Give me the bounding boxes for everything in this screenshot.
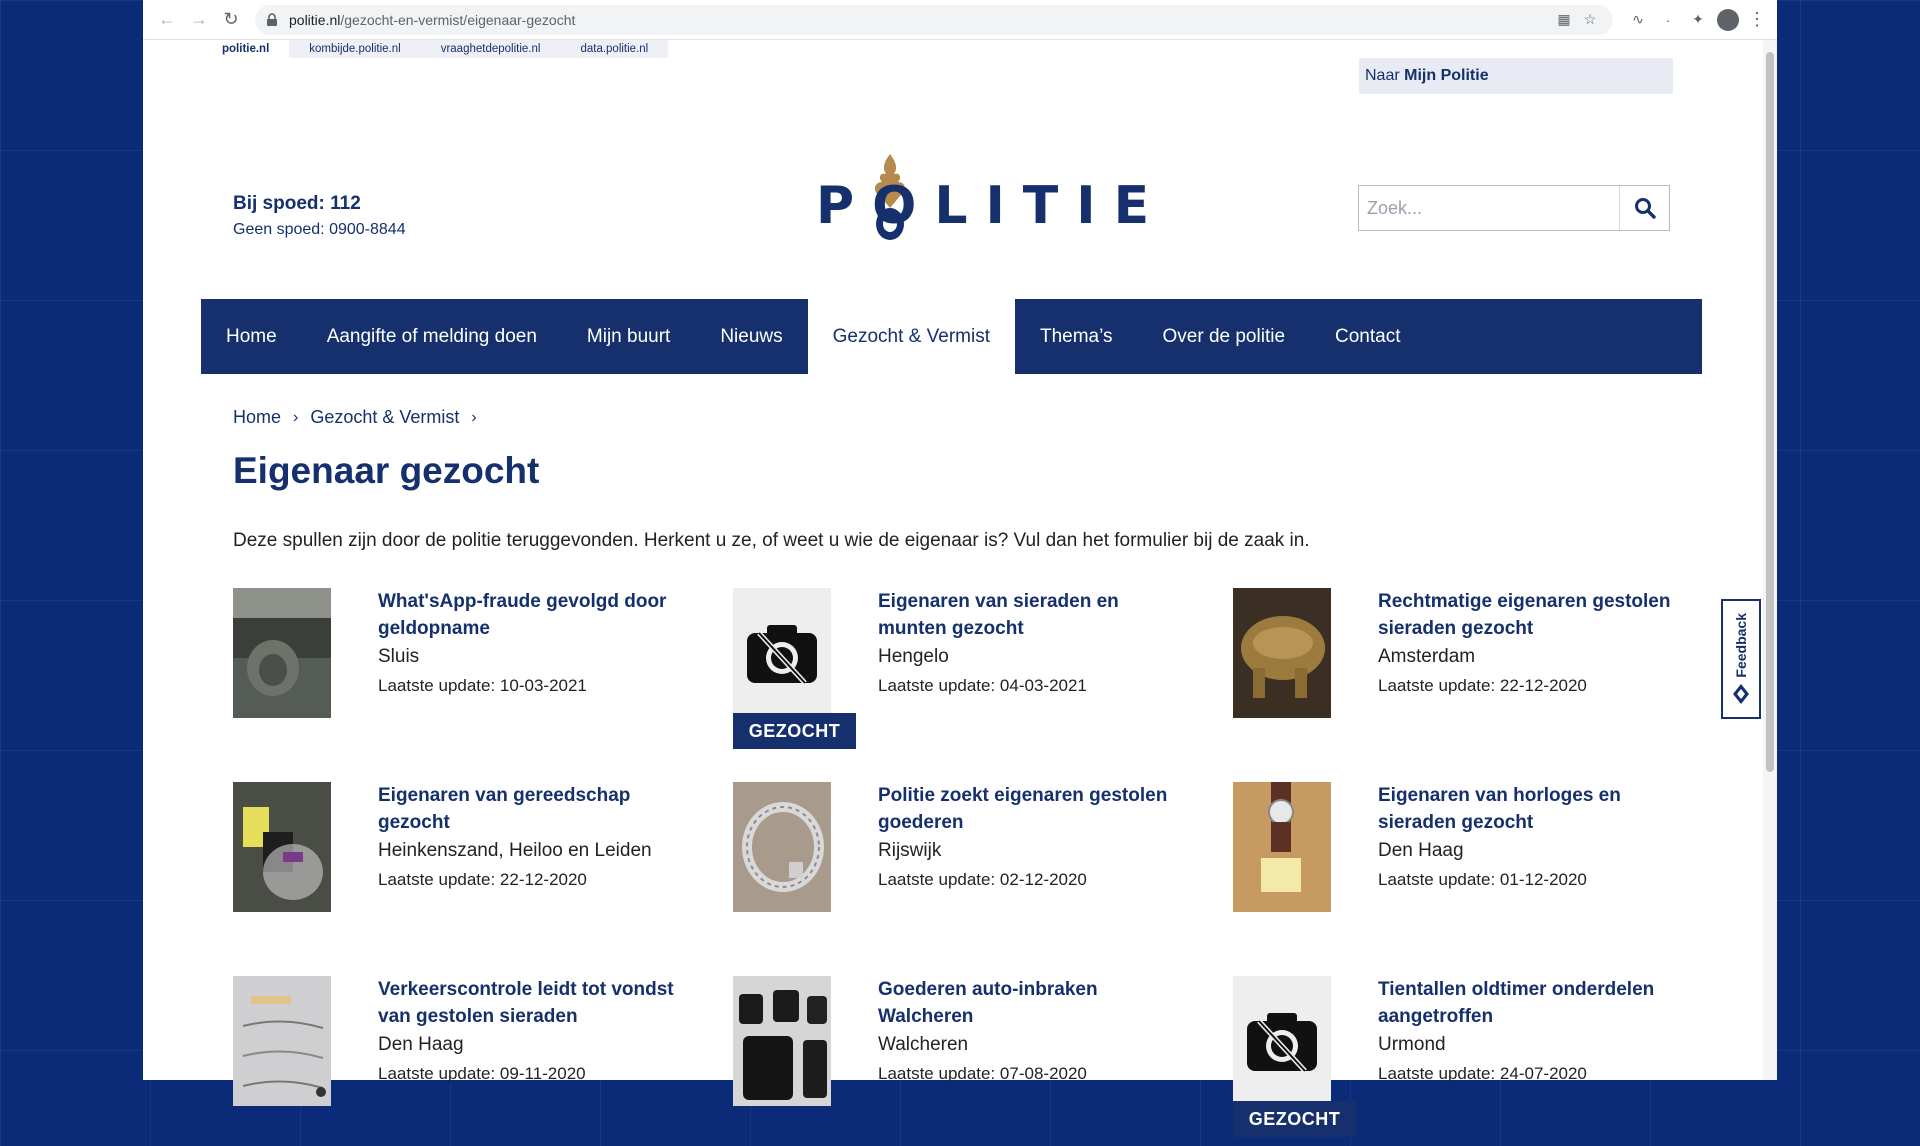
forward-icon[interactable]: → [190,9,208,29]
case-update: Laatste update: 09-11-2020 [378,1064,586,1083]
case-update: Laatste update: 22-12-2020 [1378,676,1587,695]
breadcrumb-gezocht-vermist[interactable]: Gezocht & Vermist [310,407,460,427]
nav-themas[interactable]: Thema’s [1039,325,1113,347]
case-info [1378,976,1678,1084]
site-tab-data[interactable]: data.politie.nl [580,43,649,55]
case-info [878,588,1178,696]
star-icon[interactable]: ☆ [1583,11,1597,27]
mijn-politie-link[interactable] [1359,58,1673,94]
scrollbar[interactable] [1763,40,1777,1080]
browser-toolbar [143,0,1777,40]
search-button[interactable] [1619,186,1669,230]
case-card[interactable] [1233,588,1703,758]
case-card[interactable] [733,976,1203,1146]
case-image-placeholder[interactable] [733,588,831,718]
nav-home[interactable]: Home [226,325,277,347]
gezocht-badge: GEZOCHT [733,713,856,749]
address-bar[interactable] [255,5,1613,35]
search-box [1358,185,1670,231]
gezocht-badge: GEZOCHT [1233,1101,1356,1137]
back-icon[interactable]: ← [158,9,176,29]
no-photo-icon [745,621,819,685]
puzzle-icon[interactable]: ✦ [1692,11,1704,27]
profile-icon[interactable] [1717,9,1739,31]
nav-aangifte[interactable]: Aangifte of melding doen [326,325,537,347]
logo-text: POLITIE [816,176,1168,236]
site-tabs [202,40,668,58]
intro-text: Deze spullen zijn door de politie teruggevonden. Herkent u ze, of weet u wie de eigenaar is? Vul dan het formulier bij de zaak in. [233,530,1310,551]
case-card[interactable] [233,588,703,758]
chevron-right-icon: › [293,408,299,426]
kebab-menu-icon[interactable]: ⋮ [1748,9,1766,29]
no-photo-icon [1245,1009,1319,1073]
nav-gezocht-vermist[interactable]: Gezocht & Vermist [808,299,1015,374]
emergency-info [233,193,406,239]
case-update: Laatste update: 07-08-2020 [878,1064,1087,1083]
case-card[interactable] [1233,976,1703,1146]
case-image[interactable] [1233,588,1331,718]
url-host: politie.nl [289,11,341,28]
case-info [378,588,678,696]
lock-icon [265,13,279,27]
politie-logo[interactable] [816,148,1168,248]
nav-mijn-buurt[interactable]: Mijn buurt [586,325,671,347]
mijn-prefix: Naar [1365,67,1400,84]
case-update: Laatste update: 04-03-2021 [878,676,1087,695]
case-card[interactable] [233,782,703,952]
reload-icon[interactable]: ↻ [223,9,239,29]
case-update: Laatste update: 22-12-2020 [378,870,587,889]
site-tab-kombijde[interactable]: kombijde.politie.nl [309,43,401,55]
case-title[interactable]: Eigenaren van horloges en sieraden gezocht [1378,785,1621,833]
site-tab-vraaghetdepolitie[interactable]: vraaghetdepolitie.nl [440,43,541,55]
extension-icon[interactable]: · [1665,11,1671,28]
case-image[interactable] [733,976,831,1106]
page-title: Eigenaar gezocht [233,450,540,491]
case-info [878,976,1178,1084]
case-info [1378,782,1678,890]
case-place: Walcheren [878,1034,969,1055]
case-title[interactable]: Eigenaren van sieraden en munten gezocht [878,591,1119,639]
case-info [378,976,678,1084]
feedback-label: Feedback [1733,612,1749,678]
case-update: Laatste update: 02-12-2020 [878,870,1087,889]
nonurgent-number: Geen spoed: 0900-8844 [233,221,406,238]
breadcrumb [233,407,489,428]
case-card[interactable] [733,588,1203,758]
feedback-button[interactable] [1721,599,1761,719]
case-place: Rijswijk [878,840,942,861]
case-place: Den Haag [1378,840,1464,861]
case-place: Amsterdam [1378,646,1476,667]
nav-contact[interactable]: Contact [1335,325,1401,347]
case-place: Urmond [1378,1034,1446,1055]
case-place: Den Haag [378,1034,464,1055]
case-card[interactable] [233,976,703,1146]
case-place: Heinkenszand, Heiloo en Leiden [378,840,652,861]
translate-icon[interactable]: ▦ [1557,11,1571,27]
scrollbar-thumb[interactable] [1766,52,1774,772]
case-title[interactable]: Tientallen oldtimer onderdelen aangetroffen [1378,979,1655,1027]
case-info [378,782,678,890]
case-title[interactable]: Rechtmatige eigenaren gestolen sieraden gezocht [1378,591,1671,639]
case-title[interactable]: Verkeerscontrole leidt tot vondst van gestolen sieraden [378,979,674,1027]
case-card[interactable] [1233,782,1703,952]
extension-icon[interactable]: ∿ [1632,11,1644,27]
case-place: Sluis [378,646,420,667]
case-image[interactable] [1233,782,1331,912]
case-update: Laatste update: 24-07-2020 [1378,1064,1587,1083]
main-navigation [201,299,1702,374]
browser-window [143,0,1777,1129]
urgent-number: Bij spoed: 112 [233,193,361,214]
case-image[interactable] [233,976,331,1106]
case-place: Hengelo [878,646,949,667]
case-image[interactable] [233,782,331,912]
case-info [878,782,1178,890]
case-title[interactable]: Eigenaren van gereedschap gezocht [378,785,631,833]
url-path: /gezocht-en-vermist/eigenaar-gezocht [340,11,576,28]
nav-nieuws[interactable]: Nieuws [720,325,783,347]
politie-emblem-icon [1731,683,1751,705]
case-update: Laatste update: 10-03-2021 [378,676,587,695]
case-title[interactable]: What'sApp-fraude gevolgd door geldopname [378,591,667,639]
case-update: Laatste update: 01-12-2020 [1378,870,1587,889]
nav-over-de-politie[interactable]: Over de politie [1162,325,1286,347]
page-content [143,40,1777,1129]
site-tab-politie[interactable]: politie.nl [202,40,289,58]
mijn-label: Mijn Politie [1404,67,1489,84]
case-title[interactable]: Politie zoekt eigenaren gestolen goederen [878,785,1168,833]
case-card[interactable] [733,782,1203,952]
chevron-right-icon: › [471,408,477,426]
case-image-placeholder[interactable] [1233,976,1331,1106]
case-image[interactable] [233,588,331,718]
breadcrumb-home[interactable]: Home [233,407,282,427]
case-info [1378,588,1678,696]
search-icon [1634,197,1656,219]
case-image[interactable] [733,782,831,912]
search-input[interactable] [1359,186,1619,230]
case-title[interactable]: Goederen auto-inbraken Walcheren [878,979,1098,1027]
